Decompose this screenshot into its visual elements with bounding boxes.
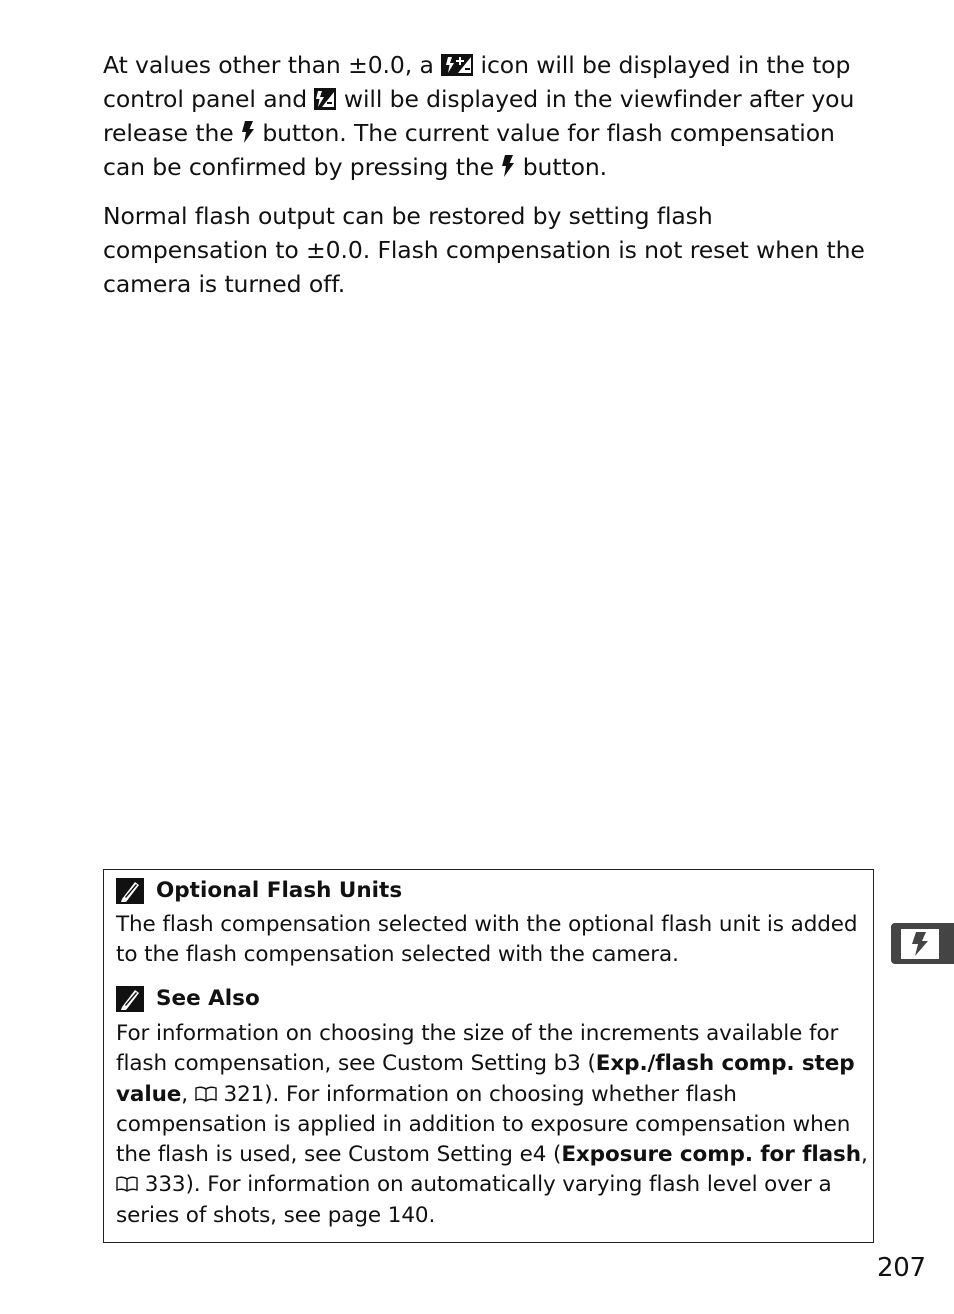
note-optional-flash-units-text: The flash compensation selected with the optional flash unit is added to the flash compensation selected with the camera. <box>116 912 858 968</box>
paragraph1-text-3: will be displayed in the viewfinder after you release the <box>103 85 855 147</box>
paragraph1-text-4: button. The current value for flash compensation can be confirmed by pressing the <box>103 119 835 181</box>
note-see-also-header <box>116 984 260 1014</box>
flash-compensation-viewfinder-icon <box>314 88 336 110</box>
note-see-also-title: See Also <box>156 986 260 1011</box>
flash-button-icon-2 <box>501 154 515 178</box>
chapter-tab-icon-box <box>901 929 939 959</box>
paragraph-flash-compensation-display <box>103 48 883 184</box>
pencil-note-icon <box>116 986 144 1012</box>
paragraph1-text-1: At values other than ±0.0, a <box>103 51 442 79</box>
pencil-note-icon <box>116 878 144 904</box>
page-reference-book-icon-2 <box>116 1176 138 1192</box>
note-optional-flash-units-title: Optional Flash Units <box>156 878 403 903</box>
see-also-text-3: , <box>860 1142 868 1168</box>
see-also-ref-321: 321). For information on choosing whether flash compensation is applied in addition to exposure compensation when the flash is used, see Custom Setting e4 ( <box>116 1081 851 1168</box>
paragraph1-text-2: icon will be displayed in the top control panel and <box>103 51 851 113</box>
see-also-text-1: For information on choosing the size of the increments available for flash compensation, see Custom Setting b3 ( <box>116 1021 839 1077</box>
note-optional-flash-units-header <box>116 876 402 906</box>
custom-setting-b3-name: Exp./flash comp. step value <box>116 1051 855 1107</box>
notes-box <box>103 869 874 1243</box>
note-see-also-text <box>116 1019 868 1231</box>
page-reference-book-icon <box>195 1086 217 1102</box>
flash-icon <box>911 931 929 957</box>
page-number: 207 <box>877 1253 926 1283</box>
see-also-ref-333: 333). For information on automatically varying flash level over a series of shots, see page 140. <box>116 1172 832 1228</box>
flash-button-icon <box>241 120 255 144</box>
flash-compensation-icon <box>441 54 473 76</box>
custom-setting-e4-name: Exposure comp. for flash <box>561 1142 861 1168</box>
paragraph1-text-5: button. <box>515 153 608 181</box>
paragraph-restore-flash-output: Normal flash output can be restored by setting flash compensation to ±0.0. Flash compensation is not reset when the camera is turned off. <box>103 202 865 298</box>
see-also-text-2: , <box>181 1081 195 1107</box>
chapter-side-tab <box>891 923 954 964</box>
